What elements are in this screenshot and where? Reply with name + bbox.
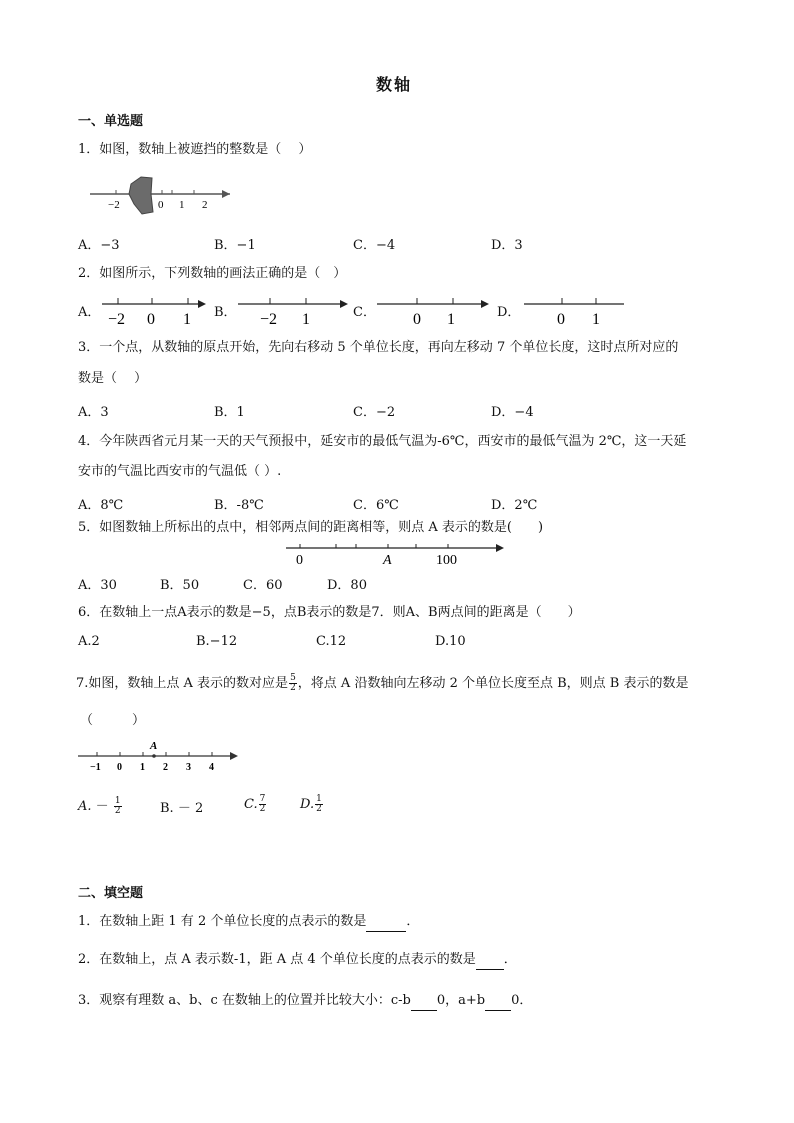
q5-option-a[interactable]: A．30 [78,578,117,593]
tick-label: 1 [183,311,191,328]
q4-option-b[interactable]: B．-8℃ [214,498,264,513]
question-1-text: 1．如图，数轴上被遮挡的整数是（ ） [78,142,312,157]
cover-shape [129,177,153,214]
q3-option-b[interactable]: B．1 [214,405,245,420]
tick-label: 0 [117,762,122,773]
tick-label: 3 [186,762,191,773]
tick-label: −2 [108,311,126,328]
q2-option-c-letter[interactable]: C． [353,305,376,320]
tick-label: 0 [296,553,303,568]
q2-option-c-figure[interactable] [375,294,493,328]
tick-label: 0 [158,199,164,211]
q6-option-b[interactable]: B.−12 [196,634,238,649]
tick-label: 1 [179,199,185,211]
tick-label: 1 [447,311,455,328]
tick-label: −2 [260,311,278,328]
q7-text-post: ，将点 A 沿数轴向左移动 2 个单位长度至点 B，则点 B 表示的数是 [297,676,689,691]
q7-number-line-figure [76,736,242,774]
tick-label: 2 [202,199,208,211]
tick-label: 1 [302,311,310,328]
section-heading-fill-in: 二、填空题 [78,886,144,901]
q6-option-c[interactable]: C.12 [316,634,347,649]
q7-text-pre: 7.如图，数轴上点 A 表示的数对应是 [76,676,289,691]
q1-option-d[interactable]: D．3 [491,238,523,253]
q4-option-c[interactable]: C．6℃ [353,498,399,513]
question-7-text [76,674,689,693]
point-label-a: A [150,740,158,752]
q5-option-d[interactable]: D．80 [327,578,367,593]
question-4-line-2: 安市的气温比西安市的气温低（ ）. [78,464,282,479]
question-4-line-1: 4．今年陕西省元月某一天的天气预报中，延安市的最低气温为-6℃，西安市的最低气温为 2℃，这一天延 [78,434,687,449]
q3-option-c[interactable]: C．−2 [353,405,396,420]
q7-fraction: $\frac{5}{2}$ [290,673,296,693]
question-7-line-2: （ ） [80,713,146,728]
q7-option-d[interactable]: D. $\frac{1}{2}$ [300,794,322,814]
q7-option-a[interactable]: A. － $\frac{1}{2}$ [78,796,121,816]
q2-option-d-letter[interactable]: D． [497,305,521,320]
q1-number-line-figure [86,172,236,216]
tick-label: 0 [413,311,421,328]
q5-number-line-figure [284,538,510,568]
point-a-marker [152,754,156,758]
q6-option-d[interactable]: D.10 [435,634,466,649]
q4-option-d[interactable]: D．2℃ [491,498,538,513]
axis-arrow [481,300,489,308]
q1-option-b[interactable]: B．−1 [214,238,256,253]
tick-label: −2 [108,199,120,211]
answer-blank[interactable] [366,913,406,932]
section-heading-single-choice: 一、单选题 [78,114,144,129]
tick-label: 2 [163,762,168,773]
q5-option-b[interactable]: B．50 [160,578,200,593]
q7-option-b[interactable]: B. － 2 [160,801,204,816]
tick-label: −1 [90,762,101,773]
answer-blank[interactable] [476,951,504,970]
point-label-a: A [383,553,392,568]
axis-arrow [496,544,504,552]
q6-option-a[interactable]: A.2 [78,634,100,649]
axis-arrow [222,190,230,198]
page-title: 数轴 [376,75,413,94]
tick-label: 0 [147,311,155,328]
q4-option-a[interactable]: A．8℃ [78,498,124,513]
q2-option-a-figure[interactable] [100,294,210,328]
axis-arrow [340,300,348,308]
tick-label: 1 [140,762,145,773]
q2-option-a-letter[interactable]: A． [78,305,101,320]
fill-question-1: 1．在数轴上距 1 有 2 个单位长度的点表示的数是 ． [78,913,419,932]
question-6-text: 6．在数轴上一点A表示的数是−5，点B表示的数是7．则A、B两点间的距离是（ ） [78,605,581,620]
answer-blank[interactable] [485,992,511,1011]
question-3-line-1: 3．一个点，从数轴的原点开始，先向右移动 5 个单位长度，再向左移动 7 个单位长度，这时点所对应的 [78,340,679,355]
fill-question-2: 2．在数轴上，点 A 表示数-1，距 A 点 4 个单位长度的点表示的数是 ． [78,951,517,970]
q3-option-a[interactable]: A．3 [78,405,109,420]
tick-label: 100 [436,553,457,568]
tick-label: 4 [209,762,214,773]
axis-arrow [198,300,206,308]
q2-option-d-figure[interactable] [520,294,630,328]
q7-option-c[interactable]: C. $\frac{7}{2}$ [244,794,266,814]
q2-option-b-figure[interactable] [236,294,352,328]
q3-option-d[interactable]: D．−4 [491,405,534,420]
fill-question-3: 3．观察有理数 a、b、c 在数轴上的位置并比较大小：c-b 0，a+b 0． [78,992,532,1011]
q1-option-a[interactable]: A．−3 [78,238,120,253]
tick-label: 1 [592,311,600,328]
q2-option-b-letter[interactable]: B． [214,305,237,320]
q1-option-c[interactable]: C．−4 [353,238,396,253]
q5-option-c[interactable]: C．60 [243,578,283,593]
question-2-text: 2．如图所示，下列数轴的画法正确的是（ ） [78,266,347,281]
question-3-line-2: 数是（ ） [78,371,148,386]
axis-arrow [230,752,238,760]
tick-label: 0 [557,311,565,328]
answer-blank[interactable] [411,992,437,1011]
question-5-text: 5．如图数轴上所标出的点中，相邻两点间的距离相等，则点 A 表示的数是( ) [78,520,544,535]
